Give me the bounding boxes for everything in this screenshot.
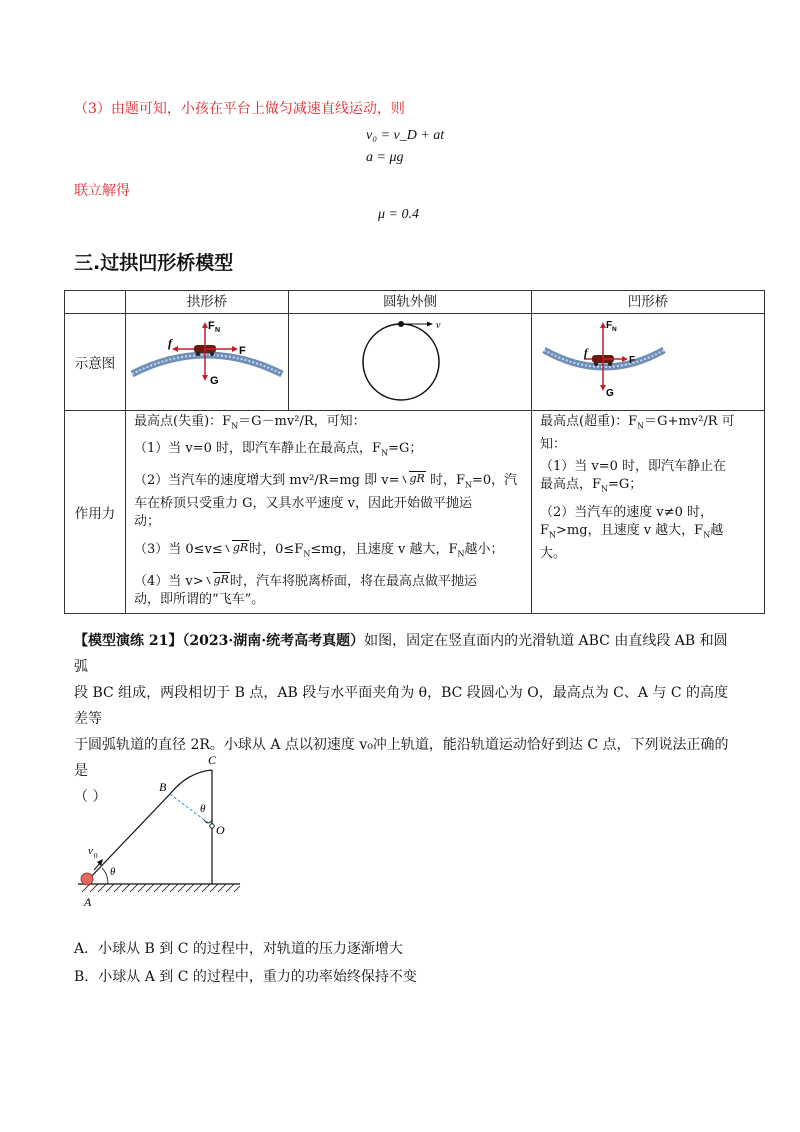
arch-force-text (126, 411, 532, 614)
part3-line: （3）由题可知，小孩在平台上做匀减速直线运动，则 (74, 101, 405, 117)
label-theta-top: θ (200, 803, 206, 815)
label-A: A (84, 895, 92, 909)
label-C: C (208, 753, 217, 767)
equation-2: a = μg (366, 150, 404, 165)
header-circle: 圆轨外侧 (289, 291, 532, 314)
section-title: 三.过拱凹形桥模型 (74, 252, 234, 274)
option-a[interactable]: A．小球从 B 到 C 的过程中，对轨道的压力逐渐增大 (74, 941, 403, 957)
model-table (64, 290, 765, 614)
concave-case-1: （1）当 v=0 时，即汽车静止在 (540, 458, 727, 474)
option-b[interactable]: B．小球从 A 到 C 的过程中，重力的功率始终保持不变 (74, 969, 417, 985)
fn-sub: N (215, 327, 221, 334)
arch-bridge-diagram (126, 314, 289, 411)
arch-case-4-cont: 动，即所谓的“飞车”。 (134, 592, 265, 608)
arch-case-2-cont: 车在桥顶只受重力 G，又具水平速度 v，因此开始做平抛运 (134, 495, 472, 511)
concave-fn-sub: N (612, 326, 617, 333)
question-source: （2023·湖南·统考高考真题） (182, 633, 365, 649)
answer-paren: （ ） (74, 789, 107, 805)
label-O: O (216, 823, 225, 837)
table-row-diagram (65, 314, 765, 411)
question-tag: 【模型演练 21】 (74, 633, 183, 649)
combine-label: 联立解得 (74, 183, 130, 199)
concave-bridge-svg (532, 314, 764, 406)
concave-case-2: （2）当汽车的速度 v≠0 时， (540, 505, 714, 521)
row-label-force: 作用力 (65, 411, 126, 614)
concave-case-2-cont: $F_N>mg$，且速度 v 越大，$F_N$越 (540, 523, 724, 540)
equation-1: v₀ = v_D + at (366, 128, 445, 143)
label-B: B (159, 780, 167, 794)
arch-case-2-end: 动； (134, 513, 161, 529)
concave-fn-label: F (606, 320, 613, 331)
arch-case-2: （2）当汽车的速度增大到 mv²/R=mg 即 v= gR 时，$F_N=0$，汽 (134, 472, 518, 490)
concave-gravity-label: G (606, 388, 614, 399)
concave-case-2-end: 大。 (540, 545, 567, 561)
gravity-label: G (210, 375, 219, 387)
concave-title: 最高点(超重)：$F_N=G+mv^2/R$ 可 (540, 414, 735, 431)
header-arch: 拱形桥 (126, 291, 289, 314)
arch-title: 最高点(失重)：$F_N=G-mv^2/R$，可知： (134, 414, 366, 431)
concave-bridge-diagram (532, 314, 765, 411)
question-line-1: 【模型演练 21】（2023·湖南·统考高考真题）如图，固定在竖直面内的光滑轨道 ABC 由直线段 AB 和圆弧 (74, 633, 728, 675)
arch-case-3: （3）当 0≤v≤ gR时，$0\le F_N\le mg$，且速度 v 越大，$F_N$越小； (134, 540, 504, 559)
label-v0-sub: 0 (94, 852, 98, 860)
traction-label: F (239, 345, 246, 357)
header-concave: 凹形桥 (532, 291, 765, 314)
label-v0: v (88, 845, 93, 857)
circle-outer-diagram (289, 314, 532, 411)
f-label: f (168, 336, 172, 350)
header-empty (65, 291, 126, 314)
concave-case-1-cont: 最高点，$F_N=G$； (540, 476, 643, 494)
concave-traction-label: F (629, 355, 636, 366)
fn-label: F (208, 320, 215, 332)
v-label: v (436, 320, 441, 331)
concave-force-text (532, 411, 765, 614)
label-theta-bottom: θ (110, 866, 116, 878)
concave-title-cont: 知： (540, 436, 567, 452)
question-line-2: 段 BC 组成，两段相切于 B 点，AB 段与水平面夹角为 θ，BC 段圆心为 O，最高点为 C、A 与 C 的高度差等 (74, 685, 729, 727)
table-header-row (65, 291, 765, 314)
table-row-force (65, 411, 765, 614)
row-label-diagram: 示意图 (65, 314, 126, 411)
arch-bridge-svg (126, 314, 288, 406)
track-figure (70, 750, 250, 915)
concave-f-label: f (584, 347, 588, 359)
question-line-3: 于圆弧轨道的直径 2R。小球从 A 点以初速度 v₀冲上轨道，能沿轨道运动恰好到达 C 点，下列说法正确的是 (74, 737, 729, 779)
circle-outer-svg (289, 314, 531, 406)
result-equation: μ = 0.4 (378, 207, 419, 222)
arch-case-4: （4）当 v> gR时，汽车将脱离桥面，将在最高点做平抛运 (134, 573, 477, 590)
arch-case-1: （1）当 v=0 时，即汽车静止在最高点，$F_N=G$； (134, 440, 423, 458)
